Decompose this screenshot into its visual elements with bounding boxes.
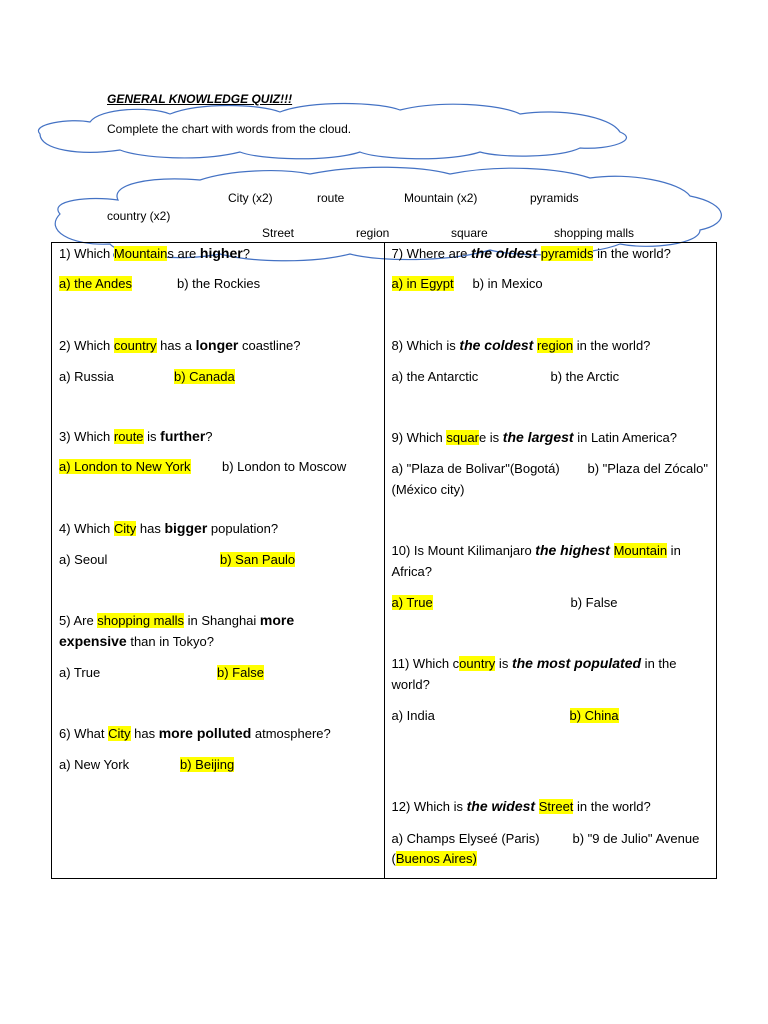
cloud-word-street: Street — [262, 226, 295, 240]
q7-answer-b[interactable]: b) in Mexico — [472, 276, 543, 291]
question-3: 3) Which route is further? — [59, 428, 213, 444]
q2-answer-b[interactable]: b) Canada — [174, 369, 235, 384]
cloud-word-city: City (x2) — [228, 191, 273, 205]
question-10-line-2: Africa? — [391, 564, 432, 579]
q11-answer-a[interactable]: a) India — [391, 708, 435, 723]
q9-answer-b[interactable]: b) "Plaza del Zócalo" — [587, 461, 709, 476]
question-7: 7) Where are the oldest pyramids in the world? — [391, 245, 671, 261]
question-11-line-2: world? — [391, 677, 430, 692]
q4-answer-b[interactable]: b) San Paulo — [220, 552, 296, 567]
q4-answer-a[interactable]: a) Seoul — [59, 552, 108, 567]
cloud-word-square: square — [451, 226, 488, 240]
question-8: 8) Which is the coldest region in the world? — [391, 337, 651, 353]
q9-answer-a-line-2: (México city) — [391, 482, 465, 497]
question-1: 1) Which Mountains are higher? — [59, 245, 250, 261]
question-12: 12) Which is the widest Street in the world? — [391, 798, 651, 814]
quiz-table — [51, 242, 717, 879]
cloud-word-region: region — [356, 226, 390, 240]
right-column — [384, 243, 717, 879]
question-5: 5) Are shopping malls in Shanghai more — [59, 612, 295, 628]
q9-answer-a[interactable]: a) "Plaza de Bolivar"(Bogotá) — [391, 461, 560, 476]
q2-answer-a[interactable]: a) Russia — [59, 369, 114, 384]
q12-answer-a[interactable]: a) Champs Elyseé (Paris) — [391, 831, 540, 846]
question-11: 11) Which country is the most populated in the — [391, 655, 677, 671]
q8-answer-b[interactable]: b) the Arctic — [550, 369, 620, 384]
question-4: 4) Which City has bigger population? — [59, 520, 279, 536]
quiz-title: GENERAL KNOWLEDGE QUIZ!!! — [107, 92, 293, 106]
question-6: 6) What City has more polluted atmosphere? — [59, 725, 331, 741]
question-2: 2) Which country has a longer coastline? — [59, 337, 301, 353]
q7-answer-a[interactable]: a) in Egypt — [391, 276, 454, 291]
q10-answer-a[interactable]: a) True — [391, 595, 433, 610]
q10-answer-b[interactable]: b) False — [570, 595, 618, 610]
q8-answer-a[interactable]: a) the Antarctic — [391, 369, 479, 384]
q12-answer-b-line-2: (Buenos Aires) — [391, 851, 477, 866]
question-9: 9) Which square is the largest in Latin America? — [391, 429, 677, 445]
instructions: Complete the chart with words from the cloud. — [107, 122, 352, 136]
q11-answer-b[interactable]: b) China — [569, 708, 619, 723]
cloud-word-malls: shopping malls — [554, 226, 635, 240]
q6-answer-a[interactable]: a) New York — [59, 757, 130, 772]
q5-answer-a[interactable]: a) True — [59, 665, 101, 680]
q3-answer-a[interactable]: a) London to New York — [59, 459, 191, 474]
question-5-line-2: expensive than in Tokyo? — [59, 633, 214, 649]
cloud-word-pyramids: pyramids — [530, 191, 579, 205]
q6-answer-b[interactable]: b) Beijing — [180, 757, 235, 772]
q1-answer-b[interactable]: b) the Rockies — [177, 276, 261, 291]
question-10: 10) Is Mount Kilimanjaro the highest Mountain in — [391, 542, 681, 558]
q1-answer-a[interactable]: a) the Andes — [59, 276, 132, 291]
left-column — [52, 243, 385, 879]
q12-answer-b[interactable]: b) "9 de Julio" Avenue — [572, 831, 700, 846]
cloud-word-mountain: Mountain (x2) — [404, 191, 478, 205]
q3-answer-b[interactable]: b) London to Moscow — [222, 459, 347, 474]
q5-answer-b[interactable]: b) False — [217, 665, 264, 680]
cloud-word-route: route — [317, 191, 345, 205]
cloud-word-country: country (x2) — [107, 209, 171, 223]
